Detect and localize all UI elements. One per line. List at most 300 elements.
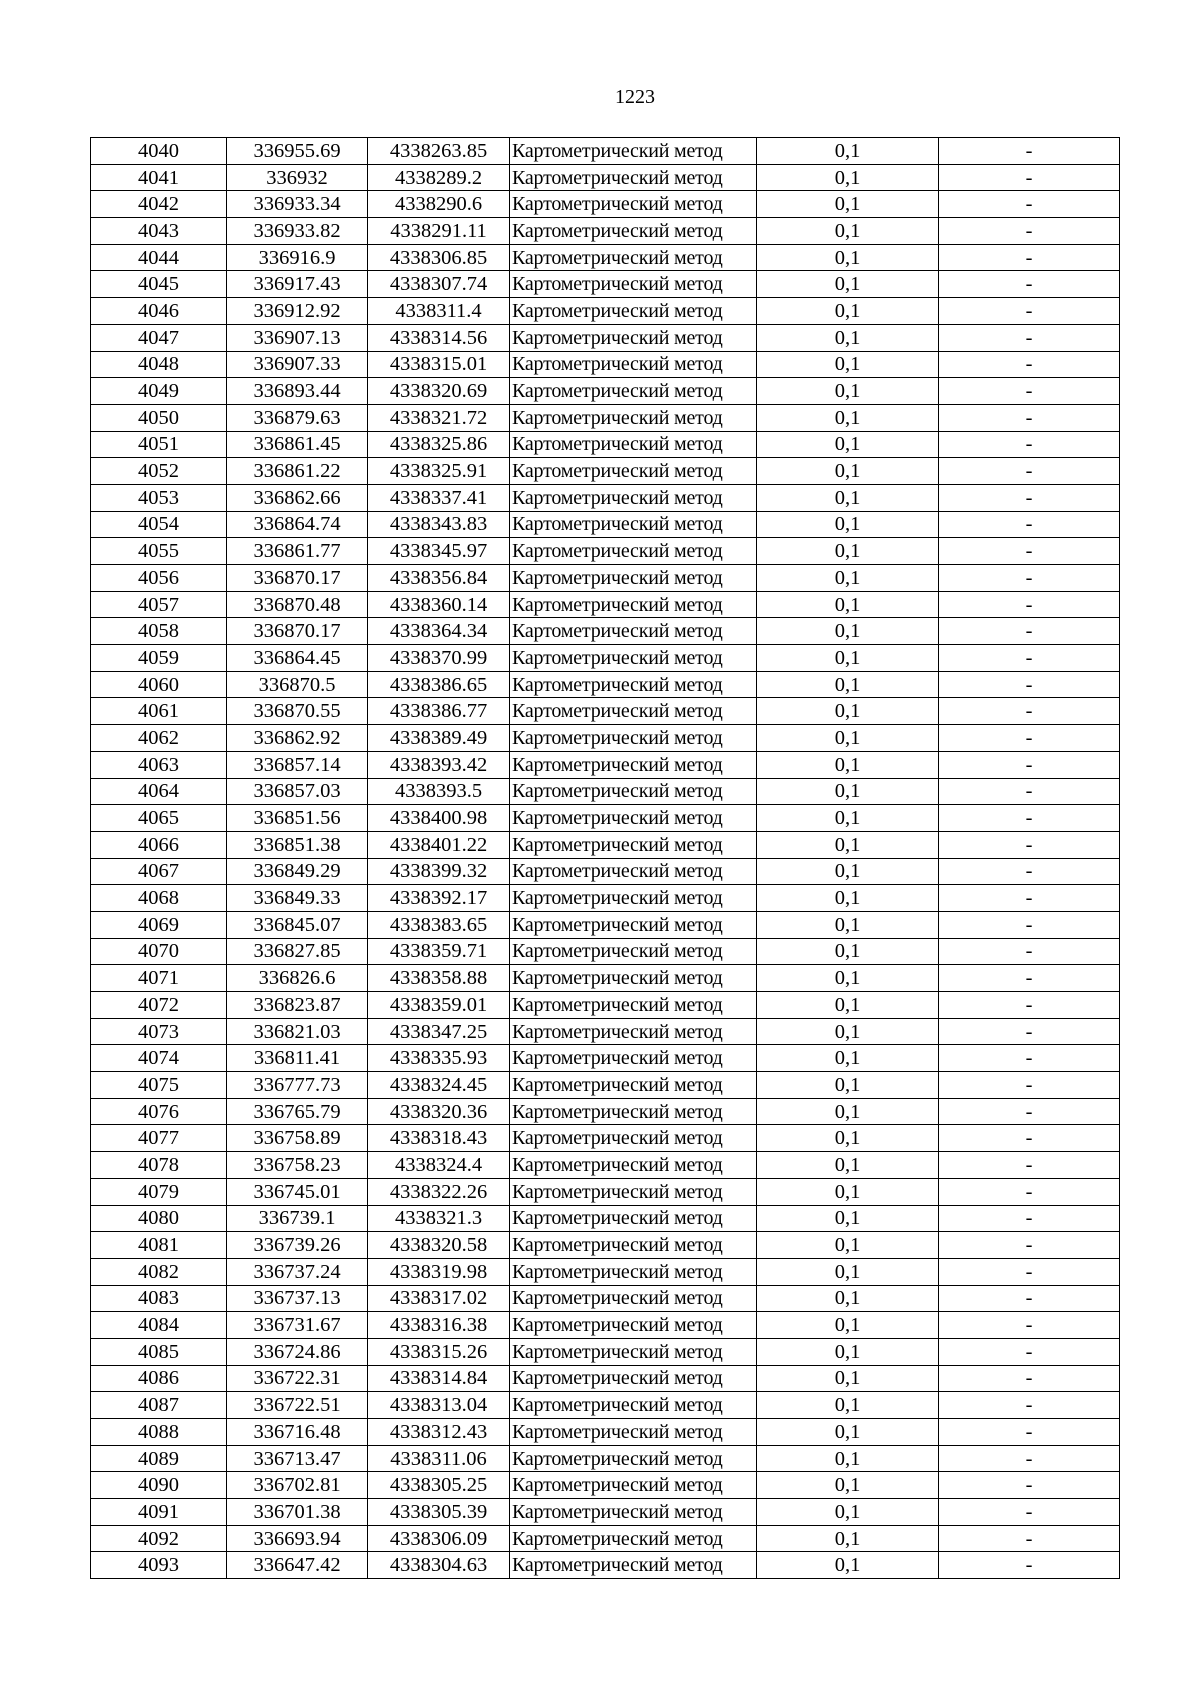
table-row bbox=[91, 965, 1120, 992]
y-coordinate-cell: 4338315.01 bbox=[368, 351, 510, 378]
description-cell: - bbox=[939, 858, 1120, 885]
method-cell: Картометрический метод bbox=[510, 698, 757, 725]
description-cell: - bbox=[939, 538, 1120, 565]
description-cell: - bbox=[939, 618, 1120, 645]
x-coordinate-cell: 336722.51 bbox=[227, 1392, 368, 1419]
method-cell: Картометрический метод bbox=[510, 378, 757, 405]
description-cell: - bbox=[939, 511, 1120, 538]
accuracy-cell: 0,1 bbox=[757, 725, 939, 752]
method-cell: Картометрический метод bbox=[510, 1525, 757, 1552]
y-coordinate-cell: 4338320.36 bbox=[368, 1098, 510, 1125]
x-coordinate-cell: 336870.55 bbox=[227, 698, 368, 725]
x-coordinate-cell: 336693.94 bbox=[227, 1525, 368, 1552]
accuracy-cell: 0,1 bbox=[757, 1018, 939, 1045]
x-coordinate-cell: 336861.77 bbox=[227, 538, 368, 565]
point-number-cell: 4081 bbox=[91, 1232, 227, 1259]
y-coordinate-cell: 4338314.56 bbox=[368, 324, 510, 351]
point-number-cell: 4070 bbox=[91, 938, 227, 965]
description-cell: - bbox=[939, 885, 1120, 912]
x-coordinate-cell: 336912.92 bbox=[227, 298, 368, 325]
description-cell: - bbox=[939, 1232, 1120, 1259]
method-cell: Картометрический метод bbox=[510, 778, 757, 805]
description-cell: - bbox=[939, 378, 1120, 405]
point-number-cell: 4088 bbox=[91, 1419, 227, 1446]
accuracy-cell: 0,1 bbox=[757, 404, 939, 431]
table-row bbox=[91, 1392, 1120, 1419]
accuracy-cell: 0,1 bbox=[757, 911, 939, 938]
table-row bbox=[91, 1205, 1120, 1232]
description-cell: - bbox=[939, 1018, 1120, 1045]
x-coordinate-cell: 336907.13 bbox=[227, 324, 368, 351]
accuracy-cell: 0,1 bbox=[757, 218, 939, 245]
point-number-cell: 4075 bbox=[91, 1072, 227, 1099]
point-number-cell: 4072 bbox=[91, 992, 227, 1019]
table-row bbox=[91, 1365, 1120, 1392]
accuracy-cell: 0,1 bbox=[757, 1045, 939, 1072]
x-coordinate-cell: 336870.5 bbox=[227, 671, 368, 698]
x-coordinate-cell: 336870.17 bbox=[227, 618, 368, 645]
description-cell: - bbox=[939, 1178, 1120, 1205]
point-number-cell: 4041 bbox=[91, 164, 227, 191]
table-row bbox=[91, 778, 1120, 805]
point-number-cell: 4067 bbox=[91, 858, 227, 885]
accuracy-cell: 0,1 bbox=[757, 805, 939, 832]
x-coordinate-cell: 336731.67 bbox=[227, 1312, 368, 1339]
method-cell: Картометрический метод bbox=[510, 965, 757, 992]
x-coordinate-cell: 336864.45 bbox=[227, 645, 368, 672]
x-coordinate-cell: 336722.31 bbox=[227, 1365, 368, 1392]
description-cell: - bbox=[939, 1392, 1120, 1419]
coordinates-table bbox=[90, 137, 1120, 1579]
y-coordinate-cell: 4338392.17 bbox=[368, 885, 510, 912]
accuracy-cell: 0,1 bbox=[757, 885, 939, 912]
method-cell: Картометрический метод bbox=[510, 324, 757, 351]
method-cell: Картометрический метод bbox=[510, 484, 757, 511]
y-coordinate-cell: 4338319.98 bbox=[368, 1258, 510, 1285]
y-coordinate-cell: 4338324.4 bbox=[368, 1152, 510, 1179]
table-row bbox=[91, 645, 1120, 672]
method-cell: Картометрический метод bbox=[510, 244, 757, 271]
accuracy-cell: 0,1 bbox=[757, 1072, 939, 1099]
table-row bbox=[91, 1285, 1120, 1312]
description-cell: - bbox=[939, 191, 1120, 218]
y-coordinate-cell: 4338393.5 bbox=[368, 778, 510, 805]
point-number-cell: 4059 bbox=[91, 645, 227, 672]
accuracy-cell: 0,1 bbox=[757, 1125, 939, 1152]
point-number-cell: 4078 bbox=[91, 1152, 227, 1179]
x-coordinate-cell: 336845.07 bbox=[227, 911, 368, 938]
x-coordinate-cell: 336777.73 bbox=[227, 1072, 368, 1099]
x-coordinate-cell: 336739.26 bbox=[227, 1232, 368, 1259]
description-cell: - bbox=[939, 751, 1120, 778]
method-cell: Картометрический метод bbox=[510, 538, 757, 565]
method-cell: Картометрический метод bbox=[510, 1125, 757, 1152]
point-number-cell: 4057 bbox=[91, 591, 227, 618]
description-cell: - bbox=[939, 164, 1120, 191]
description-cell: - bbox=[939, 1445, 1120, 1472]
y-coordinate-cell: 4338320.69 bbox=[368, 378, 510, 405]
method-cell: Картометрический метод bbox=[510, 1072, 757, 1099]
y-coordinate-cell: 4338389.49 bbox=[368, 725, 510, 752]
x-coordinate-cell: 336932 bbox=[227, 164, 368, 191]
description-cell: - bbox=[939, 1125, 1120, 1152]
method-cell: Картометрический метод bbox=[510, 458, 757, 485]
table-row bbox=[91, 1152, 1120, 1179]
method-cell: Картометрический метод bbox=[510, 1419, 757, 1446]
y-coordinate-cell: 4338314.84 bbox=[368, 1365, 510, 1392]
description-cell: - bbox=[939, 431, 1120, 458]
description-cell: - bbox=[939, 1365, 1120, 1392]
y-coordinate-cell: 4338313.04 bbox=[368, 1392, 510, 1419]
y-coordinate-cell: 4338289.2 bbox=[368, 164, 510, 191]
method-cell: Картометрический метод bbox=[510, 1472, 757, 1499]
table-row bbox=[91, 565, 1120, 592]
y-coordinate-cell: 4338325.91 bbox=[368, 458, 510, 485]
method-cell: Картометрический метод bbox=[510, 164, 757, 191]
method-cell: Картометрический метод bbox=[510, 885, 757, 912]
description-cell: - bbox=[939, 1045, 1120, 1072]
accuracy-cell: 0,1 bbox=[757, 484, 939, 511]
accuracy-cell: 0,1 bbox=[757, 858, 939, 885]
point-number-cell: 4055 bbox=[91, 538, 227, 565]
method-cell: Картометрический метод bbox=[510, 805, 757, 832]
point-number-cell: 4086 bbox=[91, 1365, 227, 1392]
description-cell: - bbox=[939, 938, 1120, 965]
accuracy-cell: 0,1 bbox=[757, 431, 939, 458]
table-row bbox=[91, 1419, 1120, 1446]
description-cell: - bbox=[939, 218, 1120, 245]
y-coordinate-cell: 4338315.26 bbox=[368, 1338, 510, 1365]
description-cell: - bbox=[939, 484, 1120, 511]
point-number-cell: 4044 bbox=[91, 244, 227, 271]
method-cell: Картометрический метод bbox=[510, 298, 757, 325]
table-row bbox=[91, 938, 1120, 965]
point-number-cell: 4089 bbox=[91, 1445, 227, 1472]
method-cell: Картометрический метод bbox=[510, 351, 757, 378]
accuracy-cell: 0,1 bbox=[757, 1472, 939, 1499]
table-row bbox=[91, 378, 1120, 405]
x-coordinate-cell: 336826.6 bbox=[227, 965, 368, 992]
method-cell: Картометрический метод bbox=[510, 1258, 757, 1285]
x-coordinate-cell: 336933.34 bbox=[227, 191, 368, 218]
point-number-cell: 4076 bbox=[91, 1098, 227, 1125]
point-number-cell: 4092 bbox=[91, 1525, 227, 1552]
method-cell: Картометрический метод bbox=[510, 831, 757, 858]
point-number-cell: 4066 bbox=[91, 831, 227, 858]
method-cell: Картометрический метод bbox=[510, 1045, 757, 1072]
point-number-cell: 4060 bbox=[91, 671, 227, 698]
description-cell: - bbox=[939, 1098, 1120, 1125]
point-number-cell: 4046 bbox=[91, 298, 227, 325]
x-coordinate-cell: 336857.03 bbox=[227, 778, 368, 805]
x-coordinate-cell: 336737.13 bbox=[227, 1285, 368, 1312]
description-cell: - bbox=[939, 831, 1120, 858]
x-coordinate-cell: 336917.43 bbox=[227, 271, 368, 298]
description-cell: - bbox=[939, 1338, 1120, 1365]
accuracy-cell: 0,1 bbox=[757, 1365, 939, 1392]
description-cell: - bbox=[939, 965, 1120, 992]
table-row bbox=[91, 911, 1120, 938]
description-cell: - bbox=[939, 271, 1120, 298]
method-cell: Картометрический метод bbox=[510, 938, 757, 965]
point-number-cell: 4048 bbox=[91, 351, 227, 378]
x-coordinate-cell: 336849.29 bbox=[227, 858, 368, 885]
y-coordinate-cell: 4338359.01 bbox=[368, 992, 510, 1019]
method-cell: Картометрический метод bbox=[510, 1098, 757, 1125]
point-number-cell: 4077 bbox=[91, 1125, 227, 1152]
point-number-cell: 4074 bbox=[91, 1045, 227, 1072]
table-row bbox=[91, 1552, 1120, 1579]
x-coordinate-cell: 336870.17 bbox=[227, 565, 368, 592]
x-coordinate-cell: 336647.42 bbox=[227, 1552, 368, 1579]
accuracy-cell: 0,1 bbox=[757, 1338, 939, 1365]
description-cell: - bbox=[939, 298, 1120, 325]
table-row bbox=[91, 1232, 1120, 1259]
x-coordinate-cell: 336702.81 bbox=[227, 1472, 368, 1499]
accuracy-cell: 0,1 bbox=[757, 1525, 939, 1552]
table-row bbox=[91, 698, 1120, 725]
accuracy-cell: 0,1 bbox=[757, 1552, 939, 1579]
x-coordinate-cell: 336862.92 bbox=[227, 725, 368, 752]
y-coordinate-cell: 4338401.22 bbox=[368, 831, 510, 858]
x-coordinate-cell: 336716.48 bbox=[227, 1419, 368, 1446]
y-coordinate-cell: 4338305.25 bbox=[368, 1472, 510, 1499]
accuracy-cell: 0,1 bbox=[757, 671, 939, 698]
y-coordinate-cell: 4338321.3 bbox=[368, 1205, 510, 1232]
point-number-cell: 4058 bbox=[91, 618, 227, 645]
y-coordinate-cell: 4338306.09 bbox=[368, 1525, 510, 1552]
description-cell: - bbox=[939, 645, 1120, 672]
description-cell: - bbox=[939, 1552, 1120, 1579]
x-coordinate-cell: 336758.89 bbox=[227, 1125, 368, 1152]
point-number-cell: 4052 bbox=[91, 458, 227, 485]
point-number-cell: 4084 bbox=[91, 1312, 227, 1339]
point-number-cell: 4040 bbox=[91, 138, 227, 165]
table-row bbox=[91, 671, 1120, 698]
method-cell: Картометрический метод bbox=[510, 138, 757, 165]
accuracy-cell: 0,1 bbox=[757, 1098, 939, 1125]
accuracy-cell: 0,1 bbox=[757, 1258, 939, 1285]
point-number-cell: 4061 bbox=[91, 698, 227, 725]
point-number-cell: 4045 bbox=[91, 271, 227, 298]
method-cell: Картометрический метод bbox=[510, 751, 757, 778]
point-number-cell: 4069 bbox=[91, 911, 227, 938]
description-cell: - bbox=[939, 458, 1120, 485]
point-number-cell: 4079 bbox=[91, 1178, 227, 1205]
y-coordinate-cell: 4338386.77 bbox=[368, 698, 510, 725]
point-number-cell: 4056 bbox=[91, 565, 227, 592]
table-row bbox=[91, 271, 1120, 298]
method-cell: Картометрический метод bbox=[510, 1232, 757, 1259]
point-number-cell: 4043 bbox=[91, 218, 227, 245]
table-row bbox=[91, 805, 1120, 832]
x-coordinate-cell: 336851.56 bbox=[227, 805, 368, 832]
accuracy-cell: 0,1 bbox=[757, 378, 939, 405]
description-cell: - bbox=[939, 138, 1120, 165]
point-number-cell: 4065 bbox=[91, 805, 227, 832]
description-cell: - bbox=[939, 1419, 1120, 1446]
accuracy-cell: 0,1 bbox=[757, 965, 939, 992]
coordinates-table-body bbox=[91, 138, 1120, 1579]
x-coordinate-cell: 336745.01 bbox=[227, 1178, 368, 1205]
x-coordinate-cell: 336857.14 bbox=[227, 751, 368, 778]
table-row bbox=[91, 538, 1120, 565]
y-coordinate-cell: 4338305.39 bbox=[368, 1499, 510, 1526]
point-number-cell: 4062 bbox=[91, 725, 227, 752]
page-number: 1223 bbox=[615, 86, 655, 108]
y-coordinate-cell: 4338316.38 bbox=[368, 1312, 510, 1339]
table-row bbox=[91, 484, 1120, 511]
y-coordinate-cell: 4338304.63 bbox=[368, 1552, 510, 1579]
method-cell: Картометрический метод bbox=[510, 1445, 757, 1472]
table-row bbox=[91, 858, 1120, 885]
table-row bbox=[91, 618, 1120, 645]
table-row bbox=[91, 1338, 1120, 1365]
y-coordinate-cell: 4338337.41 bbox=[368, 484, 510, 511]
y-coordinate-cell: 4338290.6 bbox=[368, 191, 510, 218]
table-row bbox=[91, 1499, 1120, 1526]
method-cell: Картометрический метод bbox=[510, 618, 757, 645]
point-number-cell: 4051 bbox=[91, 431, 227, 458]
x-coordinate-cell: 336849.33 bbox=[227, 885, 368, 912]
method-cell: Картометрический метод bbox=[510, 191, 757, 218]
y-coordinate-cell: 4338311.06 bbox=[368, 1445, 510, 1472]
method-cell: Картометрический метод bbox=[510, 1285, 757, 1312]
point-number-cell: 4082 bbox=[91, 1258, 227, 1285]
accuracy-cell: 0,1 bbox=[757, 538, 939, 565]
table-row bbox=[91, 1525, 1120, 1552]
method-cell: Картометрический метод bbox=[510, 271, 757, 298]
description-cell: - bbox=[939, 1499, 1120, 1526]
table-row bbox=[91, 751, 1120, 778]
accuracy-cell: 0,1 bbox=[757, 591, 939, 618]
table-row bbox=[91, 1072, 1120, 1099]
table-row bbox=[91, 218, 1120, 245]
x-coordinate-cell: 336851.38 bbox=[227, 831, 368, 858]
table-row bbox=[91, 164, 1120, 191]
y-coordinate-cell: 4338393.42 bbox=[368, 751, 510, 778]
description-cell: - bbox=[939, 671, 1120, 698]
table-row bbox=[91, 1125, 1120, 1152]
x-coordinate-cell: 336864.74 bbox=[227, 511, 368, 538]
y-coordinate-cell: 4338291.11 bbox=[368, 218, 510, 245]
accuracy-cell: 0,1 bbox=[757, 271, 939, 298]
point-number-cell: 4083 bbox=[91, 1285, 227, 1312]
y-coordinate-cell: 4338356.84 bbox=[368, 565, 510, 592]
accuracy-cell: 0,1 bbox=[757, 751, 939, 778]
accuracy-cell: 0,1 bbox=[757, 1285, 939, 1312]
y-coordinate-cell: 4338360.14 bbox=[368, 591, 510, 618]
description-cell: - bbox=[939, 911, 1120, 938]
accuracy-cell: 0,1 bbox=[757, 458, 939, 485]
method-cell: Картометрический метод bbox=[510, 511, 757, 538]
point-number-cell: 4050 bbox=[91, 404, 227, 431]
y-coordinate-cell: 4338347.25 bbox=[368, 1018, 510, 1045]
description-cell: - bbox=[939, 725, 1120, 752]
method-cell: Картометрический метод bbox=[510, 1338, 757, 1365]
table-row bbox=[91, 298, 1120, 325]
table-row bbox=[91, 725, 1120, 752]
table-row bbox=[91, 1045, 1120, 1072]
x-coordinate-cell: 336724.86 bbox=[227, 1338, 368, 1365]
point-number-cell: 4091 bbox=[91, 1499, 227, 1526]
point-number-cell: 4087 bbox=[91, 1392, 227, 1419]
x-coordinate-cell: 336955.69 bbox=[227, 138, 368, 165]
table-row bbox=[91, 992, 1120, 1019]
description-cell: - bbox=[939, 404, 1120, 431]
description-cell: - bbox=[939, 324, 1120, 351]
accuracy-cell: 0,1 bbox=[757, 164, 939, 191]
x-coordinate-cell: 336701.38 bbox=[227, 1499, 368, 1526]
y-coordinate-cell: 4338312.43 bbox=[368, 1419, 510, 1446]
y-coordinate-cell: 4338399.32 bbox=[368, 858, 510, 885]
x-coordinate-cell: 336907.33 bbox=[227, 351, 368, 378]
table-row bbox=[91, 1312, 1120, 1339]
accuracy-cell: 0,1 bbox=[757, 351, 939, 378]
x-coordinate-cell: 336933.82 bbox=[227, 218, 368, 245]
method-cell: Картометрический метод bbox=[510, 645, 757, 672]
y-coordinate-cell: 4338358.88 bbox=[368, 965, 510, 992]
accuracy-cell: 0,1 bbox=[757, 618, 939, 645]
accuracy-cell: 0,1 bbox=[757, 1499, 939, 1526]
table-row bbox=[91, 244, 1120, 271]
y-coordinate-cell: 4338311.4 bbox=[368, 298, 510, 325]
accuracy-cell: 0,1 bbox=[757, 324, 939, 351]
y-coordinate-cell: 4338359.71 bbox=[368, 938, 510, 965]
accuracy-cell: 0,1 bbox=[757, 992, 939, 1019]
method-cell: Картометрический метод bbox=[510, 404, 757, 431]
method-cell: Картометрический метод bbox=[510, 431, 757, 458]
y-coordinate-cell: 4338325.86 bbox=[368, 431, 510, 458]
x-coordinate-cell: 336861.22 bbox=[227, 458, 368, 485]
table-row bbox=[91, 191, 1120, 218]
y-coordinate-cell: 4338322.26 bbox=[368, 1178, 510, 1205]
method-cell: Картометрический метод bbox=[510, 1499, 757, 1526]
x-coordinate-cell: 336879.63 bbox=[227, 404, 368, 431]
accuracy-cell: 0,1 bbox=[757, 698, 939, 725]
point-number-cell: 4054 bbox=[91, 511, 227, 538]
y-coordinate-cell: 4338320.58 bbox=[368, 1232, 510, 1259]
point-number-cell: 4080 bbox=[91, 1205, 227, 1232]
method-cell: Картометрический метод bbox=[510, 671, 757, 698]
table-row bbox=[91, 885, 1120, 912]
accuracy-cell: 0,1 bbox=[757, 138, 939, 165]
x-coordinate-cell: 336827.85 bbox=[227, 938, 368, 965]
table-row bbox=[91, 458, 1120, 485]
method-cell: Картометрический метод bbox=[510, 1312, 757, 1339]
description-cell: - bbox=[939, 1072, 1120, 1099]
table-row bbox=[91, 431, 1120, 458]
x-coordinate-cell: 336737.24 bbox=[227, 1258, 368, 1285]
method-cell: Картометрический метод bbox=[510, 1552, 757, 1579]
x-coordinate-cell: 336861.45 bbox=[227, 431, 368, 458]
table-row bbox=[91, 1445, 1120, 1472]
method-cell: Картометрический метод bbox=[510, 992, 757, 1019]
y-coordinate-cell: 4338343.83 bbox=[368, 511, 510, 538]
point-number-cell: 4053 bbox=[91, 484, 227, 511]
table-row bbox=[91, 591, 1120, 618]
method-cell: Картометрический метод bbox=[510, 1152, 757, 1179]
y-coordinate-cell: 4338370.99 bbox=[368, 645, 510, 672]
accuracy-cell: 0,1 bbox=[757, 565, 939, 592]
x-coordinate-cell: 336765.79 bbox=[227, 1098, 368, 1125]
description-cell: - bbox=[939, 244, 1120, 271]
description-cell: - bbox=[939, 698, 1120, 725]
table-row bbox=[91, 1258, 1120, 1285]
point-number-cell: 4049 bbox=[91, 378, 227, 405]
y-coordinate-cell: 4338321.72 bbox=[368, 404, 510, 431]
method-cell: Картометрический метод bbox=[510, 911, 757, 938]
